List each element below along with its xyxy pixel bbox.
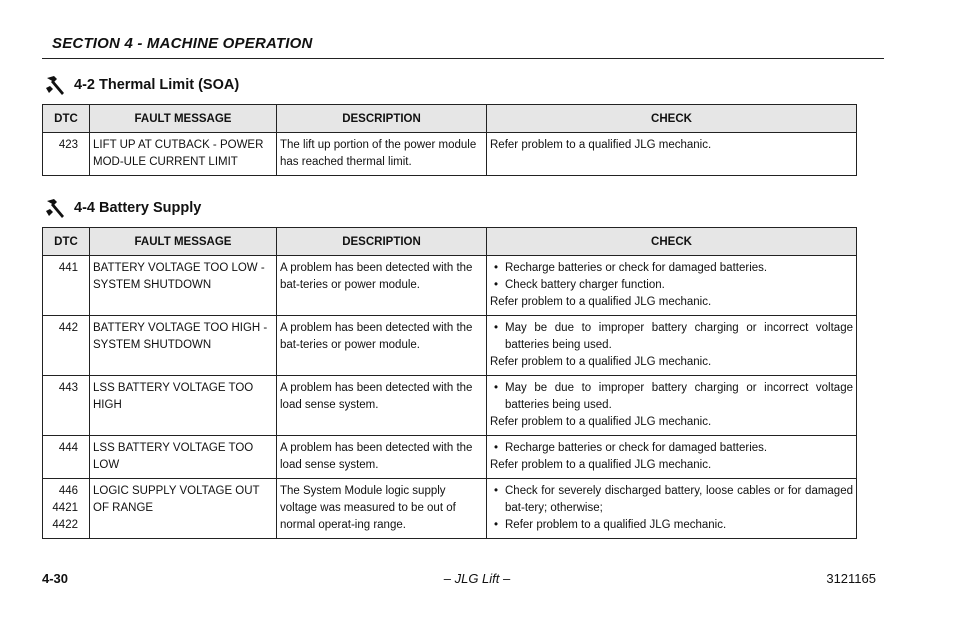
dtc-cell: 444 bbox=[43, 436, 90, 479]
fault-message-cell: LSS BATTERY VOLTAGE TOO HIGH bbox=[90, 376, 277, 436]
col-fault-message: FAULT MESSAGE bbox=[90, 228, 277, 256]
table-row bbox=[43, 133, 857, 176]
table-row bbox=[43, 479, 857, 539]
fault-message-cell: LIFT UP AT CUTBACK - POWER MOD-ULE CURRENT LIMIT bbox=[90, 133, 277, 176]
check-note: Refer problem to a qualified JLG mechanic. bbox=[490, 296, 712, 308]
check-list bbox=[490, 380, 853, 414]
check-cell bbox=[487, 436, 857, 479]
table-row bbox=[43, 376, 857, 436]
check-cell bbox=[487, 133, 857, 176]
fault-message-cell: BATTERY VOLTAGE TOO LOW - SYSTEM SHUTDOWN bbox=[90, 256, 277, 316]
check-item: • Recharge batteries or check for damaged batteries. bbox=[490, 440, 853, 457]
check-cell bbox=[487, 376, 857, 436]
check-item: • May be due to improper battery charging or incorrect voltage batteries being used. bbox=[490, 320, 853, 354]
check-note: Refer problem to a qualified JLG mechanic. bbox=[490, 459, 712, 471]
check-note: Refer problem to a qualified JLG mechanic. bbox=[490, 416, 712, 428]
dtc-cell: 442 bbox=[43, 316, 90, 376]
dtc-cell: 423 bbox=[43, 133, 90, 176]
check-list bbox=[490, 320, 853, 354]
doc-number: 3121165 bbox=[826, 571, 876, 586]
description-cell: The System Module logic supply voltage was measured to be out of normal operat-ing range. bbox=[277, 479, 487, 539]
table-row bbox=[43, 436, 857, 479]
dtc-cell: 441 bbox=[43, 256, 90, 316]
wrench-hammer-icon bbox=[44, 197, 68, 219]
table-row bbox=[43, 316, 857, 376]
check-list bbox=[490, 483, 853, 534]
check-note: Refer problem to a qualified JLG mechanic. bbox=[490, 139, 712, 151]
wrench-hammer-icon bbox=[44, 74, 68, 96]
col-description: DESCRIPTION bbox=[277, 228, 487, 256]
check-list bbox=[490, 440, 853, 457]
fault-message-cell: BATTERY VOLTAGE TOO HIGH - SYSTEM SHUTDOWN bbox=[90, 316, 277, 376]
check-list bbox=[490, 260, 853, 294]
col-dtc: DTC bbox=[43, 228, 90, 256]
check-cell bbox=[487, 256, 857, 316]
battery-title: 4-4 Battery Supply bbox=[74, 200, 202, 216]
dtc-cell: 443 bbox=[43, 376, 90, 436]
description-cell: A problem has been detected with the load sense system. bbox=[277, 376, 487, 436]
check-cell bbox=[487, 316, 857, 376]
check-item: • Check for severely discharged battery, loose cables or for damaged bat-tery; otherwise; bbox=[490, 483, 853, 517]
check-item: • May be due to improper battery charging or incorrect voltage batteries being used. bbox=[490, 380, 853, 414]
footer-brand: – JLG Lift – bbox=[443, 571, 511, 586]
page-number: 4-30 bbox=[42, 571, 69, 586]
col-fault-message: FAULT MESSAGE bbox=[90, 105, 277, 133]
thermal-table bbox=[42, 104, 857, 176]
fault-message-cell: LSS BATTERY VOLTAGE TOO LOW bbox=[90, 436, 277, 479]
col-dtc: DTC bbox=[43, 105, 90, 133]
fault-message-cell: LOGIC SUPPLY VOLTAGE OUT OF RANGE bbox=[90, 479, 277, 539]
col-description: DESCRIPTION bbox=[277, 105, 487, 133]
description-cell: A problem has been detected with the load sense system. bbox=[277, 436, 487, 479]
section-rule bbox=[42, 58, 884, 59]
battery-heading bbox=[44, 197, 201, 219]
description-cell: A problem has been detected with the bat-teries or power module. bbox=[277, 316, 487, 376]
check-cell bbox=[487, 479, 857, 539]
check-item: • Refer problem to a qualified JLG mechanic. bbox=[490, 517, 853, 534]
col-check: CHECK bbox=[487, 105, 857, 133]
battery-table bbox=[42, 227, 857, 539]
description-cell: A problem has been detected with the bat-teries or power module. bbox=[277, 256, 487, 316]
description-cell: The lift up portion of the power module has reached thermal limit. bbox=[277, 133, 487, 176]
col-check: CHECK bbox=[487, 228, 857, 256]
section-header: SECTION 4 - MACHINE OPERATION bbox=[52, 35, 313, 52]
thermal-heading bbox=[44, 74, 239, 96]
dtc-cell: 446 4421 4422 bbox=[43, 479, 90, 539]
thermal-title: 4-2 Thermal Limit (SOA) bbox=[74, 77, 240, 93]
check-item: • Check battery charger function. bbox=[490, 277, 853, 294]
check-note: Refer problem to a qualified JLG mechanic. bbox=[490, 356, 712, 368]
check-item: • Recharge batteries or check for damaged batteries. bbox=[490, 260, 853, 277]
table-row bbox=[43, 256, 857, 316]
